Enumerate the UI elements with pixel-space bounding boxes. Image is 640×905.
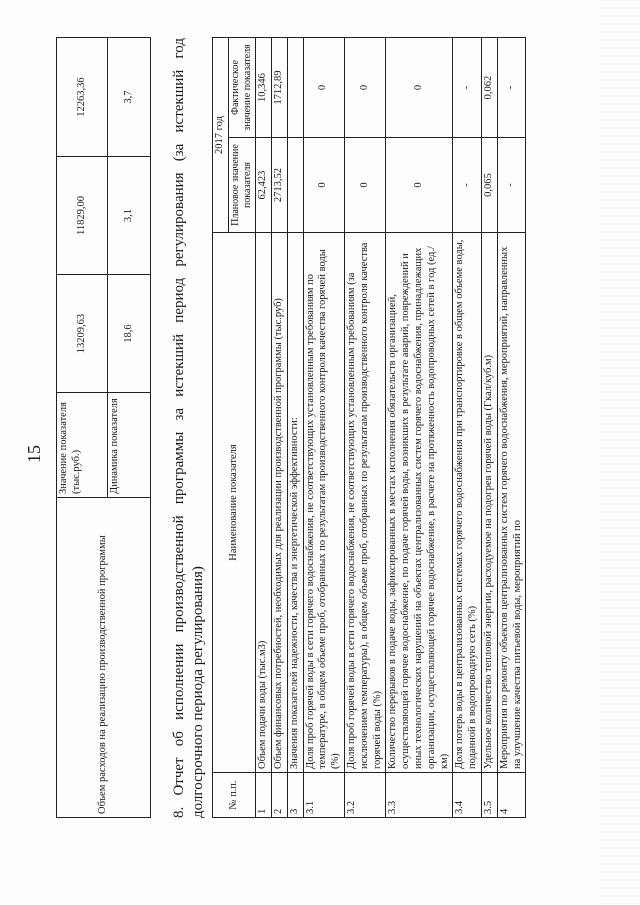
row-name: Объем финансовых потребностей, необходимых для реализации производственной программы (тыс.руб) bbox=[271, 233, 287, 773]
dynamics-cell-1: 18,6 bbox=[108, 275, 151, 393]
table-row bbox=[453, 38, 482, 818]
row-plan: 62,423 bbox=[256, 138, 272, 233]
row-plan: 0 bbox=[344, 138, 385, 233]
row-fact: 10,346 bbox=[256, 38, 272, 138]
row-fact: 0 bbox=[344, 38, 385, 138]
col-plan-header: Плановое значение показателя bbox=[228, 138, 255, 233]
value-cell-2: 11829,00 bbox=[57, 157, 108, 275]
row-fact: - bbox=[497, 38, 526, 138]
expenses-row-label: Объем расходов на реализацию производственной программы bbox=[57, 498, 151, 818]
row-fact: 1712,89 bbox=[271, 38, 287, 138]
value-cell-3: 12263,36 bbox=[57, 38, 108, 157]
row-number: 3.4 bbox=[453, 773, 482, 818]
row-number: 3.2 bbox=[344, 773, 385, 818]
row-number: 2 bbox=[271, 773, 287, 818]
value-cell-1: 13209,63 bbox=[57, 275, 108, 393]
row-name: Объем подачи воды (тыс.м3) bbox=[256, 233, 272, 773]
row-plan: 2713,52 bbox=[271, 138, 287, 233]
row-plan bbox=[287, 138, 303, 233]
row-plan: - bbox=[453, 138, 482, 233]
row-number: 3 bbox=[287, 773, 303, 818]
row-name: Удельное количество тепловой энергии, расходуемое на подогрев горячей воды (Гкал/куб.м) bbox=[481, 233, 497, 773]
dynamics-cell-3: 3,7 bbox=[108, 38, 151, 157]
row-name: Доля проб горячей воды в сети горячего водоснабжения, не соответствующих установленным требованиям (за исключением температуры), в общем объеме проб, отобранных по результатам производственного контроля качества горячей воды (%) bbox=[344, 233, 385, 773]
row-name: Мероприятия по ремонту объектов централизованных систем горячего водоснабжения, мероприятий, направленных на улучшение качества питьевой воды, мероприятий по bbox=[497, 233, 526, 773]
row-plan: 0 bbox=[303, 138, 344, 233]
row-fact: - bbox=[453, 38, 482, 138]
page-number: 15 bbox=[24, 445, 44, 463]
dynamics-cell-2: 3,1 bbox=[108, 157, 151, 275]
row-name: Доля проб горячей воды в сети горячего водоснабжения, не соответствующих установленным требованиям по температуре, в общем объеме проб, отобранных по результатам производственного контроля качества горячей воды (%) bbox=[303, 233, 344, 773]
col-name-header: Наименование показателя bbox=[213, 233, 256, 773]
row-name: Значения показателей надежности, качества и энергетической эффективности: bbox=[287, 233, 303, 773]
table-row bbox=[303, 38, 344, 818]
col-number-header: № п.п. bbox=[213, 773, 256, 818]
row-fact bbox=[287, 38, 303, 138]
dynamics-label: Динамика показателя bbox=[108, 393, 151, 498]
row-number: 3.1 bbox=[303, 773, 344, 818]
table-row bbox=[344, 38, 385, 818]
table-row bbox=[481, 38, 497, 818]
row-plan: 0 bbox=[386, 138, 453, 233]
table-row bbox=[287, 38, 303, 818]
value-label: Значение показателя (тыс.руб.) bbox=[57, 393, 108, 498]
row-name: Доля потерь воды в централизованных системах горячего водоснабжения при транспортировке в общем объеме воды, поданной в водопроводную сеть (%) bbox=[453, 233, 482, 773]
row-plan: - bbox=[497, 138, 526, 233]
rotated-content bbox=[20, 28, 600, 878]
section-heading: 8. Отчет об исполнении производственной программы за истекший период регулирования (за истекший год долгосрочного периода регулирования) bbox=[171, 38, 206, 818]
col-fact-header: Фактическое значение показателя bbox=[228, 38, 255, 138]
table-row bbox=[271, 38, 287, 818]
row-fact: 0 bbox=[386, 38, 453, 138]
row-fact: 0,062 bbox=[481, 38, 497, 138]
row-number: 1 bbox=[256, 773, 272, 818]
table-row bbox=[497, 38, 526, 818]
row-name: Количество перерывов в подаче воды, зафиксированных в местах исполнения обязательств организацией, осуществляющей горячее водоснабжение, по подаче горячей воды, возникших в результате аварий, повреждений и иных технологических нарушений на объектах централизованных систем горячего водоснабжения, принадлежащих организации, осуществляющей горячее водоснабжение, в расчете на протяженность водопроводных сетей в год (ед./км) bbox=[386, 233, 453, 773]
scan-edge-noise bbox=[600, 0, 640, 905]
table-row bbox=[256, 38, 272, 818]
col-year-header: 2017 год bbox=[213, 38, 229, 233]
row-fact: 0 bbox=[303, 38, 344, 138]
row-number: 3.5 bbox=[481, 773, 497, 818]
row-number: 3.3 bbox=[386, 773, 453, 818]
row-plan: 0,065 bbox=[481, 138, 497, 233]
row-number: 4 bbox=[497, 773, 526, 818]
expenses-table bbox=[56, 37, 151, 818]
table-row bbox=[386, 38, 453, 818]
program-report-table bbox=[212, 37, 526, 818]
